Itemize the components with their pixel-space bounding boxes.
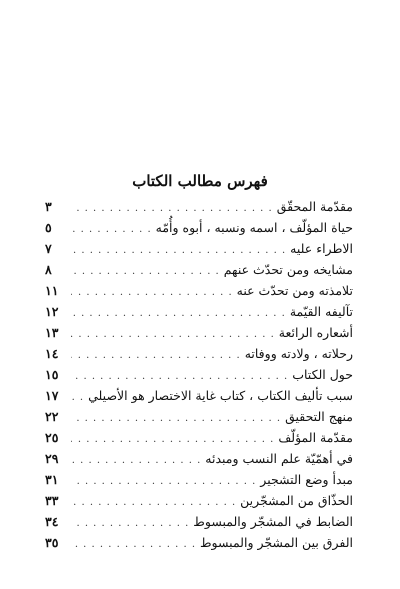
toc-entry-label: حول الكتاب bbox=[292, 367, 353, 382]
dot-leader bbox=[71, 345, 241, 366]
dot-leader bbox=[71, 282, 233, 303]
toc-entry-label: الحذّاق من المشجّرين bbox=[240, 493, 353, 508]
toc-entry bbox=[45, 490, 353, 511]
dot-leader bbox=[71, 471, 256, 492]
toc-entry-page: ٣١ bbox=[45, 472, 59, 487]
toc-entry-label: مشايخه ومن تحدّث عنهم bbox=[223, 262, 353, 277]
dot-leader bbox=[71, 366, 288, 387]
toc-entry-page: ٧ bbox=[45, 241, 52, 256]
dot-leader bbox=[71, 408, 281, 429]
toc-entry-label: مقدّمة المؤلّف bbox=[278, 430, 353, 445]
toc-entry bbox=[45, 238, 353, 259]
dot-leader bbox=[71, 240, 286, 261]
toc-entry bbox=[45, 322, 353, 343]
toc-entry-page: ٣ bbox=[45, 199, 52, 214]
toc-title: فهرس مطالب الكتاب bbox=[132, 172, 268, 190]
toc-entry-page: ٣٣ bbox=[45, 493, 59, 508]
toc-entry-page: ٣٥ bbox=[45, 535, 59, 550]
dot-leader bbox=[71, 261, 220, 282]
toc-entry bbox=[45, 301, 353, 322]
dot-leader bbox=[71, 450, 201, 471]
dot-leader bbox=[71, 303, 286, 324]
toc-entry-page: ٢٢ bbox=[45, 409, 59, 424]
dot-leader bbox=[71, 534, 196, 555]
toc-entry-page: ١٧ bbox=[45, 388, 59, 403]
toc-entry bbox=[45, 259, 353, 280]
dot-leader bbox=[71, 429, 274, 450]
toc-entry-page: ٨ bbox=[45, 262, 52, 277]
toc-entry-page: ٣٤ bbox=[45, 514, 59, 529]
dot-leader bbox=[71, 198, 273, 219]
toc-entry bbox=[45, 406, 353, 427]
toc-entry-page: ٥ bbox=[45, 220, 52, 235]
toc-entry bbox=[45, 469, 353, 490]
toc-entry-page: ١٢ bbox=[45, 304, 59, 319]
toc-entry-label: مبدأ وضع التشجير bbox=[260, 472, 353, 487]
toc-entry-label: مقدّمة المحقّق bbox=[276, 199, 353, 214]
dot-leader bbox=[71, 324, 275, 345]
toc-entry bbox=[45, 532, 353, 553]
toc-entry-label: في أهمّيّة علم النسب ومبدئه bbox=[205, 451, 353, 466]
toc-entry bbox=[45, 343, 353, 364]
toc-entry bbox=[45, 448, 353, 469]
toc-entry-label: تآليفه القيّمة bbox=[289, 304, 353, 319]
toc-entry-page: ١٣ bbox=[45, 325, 59, 340]
dot-leader bbox=[71, 387, 84, 408]
toc-entry-page: ١٤ bbox=[45, 346, 59, 361]
toc-entry bbox=[45, 511, 353, 532]
toc-entry-label: حياة المؤلّف ، اسمه ونسبه ، أبوه وأُمّه bbox=[155, 220, 353, 235]
dot-leader bbox=[71, 219, 152, 240]
toc-entry-page: ٢٥ bbox=[45, 430, 59, 445]
dot-leader bbox=[71, 513, 189, 534]
toc-entry bbox=[45, 427, 353, 448]
toc-entry-label: سبب تأليف الكتاب ، كتاب غاية الاختصار هو الأصيلي bbox=[88, 388, 353, 403]
toc-entry-label: أشعاره الرائعة bbox=[278, 325, 353, 340]
toc-entry bbox=[45, 196, 353, 217]
toc-entry-page: ١١ bbox=[45, 283, 59, 298]
toc-entry-page: ٢٩ bbox=[45, 451, 59, 466]
toc-entry-label: منهج التحقيق bbox=[285, 409, 353, 424]
toc-entry bbox=[45, 280, 353, 301]
toc-list bbox=[45, 196, 353, 553]
toc-entry-label: الضابط في المشجّر والمبسوط bbox=[193, 514, 353, 529]
toc-entry-label: تلامذته ومن تحدّث عنه bbox=[236, 283, 353, 298]
toc-entry-label: الفرق بين المشجّر والمبسوط bbox=[200, 535, 353, 550]
toc-entry bbox=[45, 217, 353, 238]
toc-entry bbox=[45, 385, 353, 406]
toc-entry-page: ١٥ bbox=[45, 367, 59, 382]
toc-entry bbox=[45, 364, 353, 385]
dot-leader bbox=[71, 492, 236, 513]
toc-entry-label: الاطراء عليه bbox=[290, 241, 353, 256]
toc-entry-label: رحلاته ، ولادته ووفاته bbox=[244, 346, 353, 361]
